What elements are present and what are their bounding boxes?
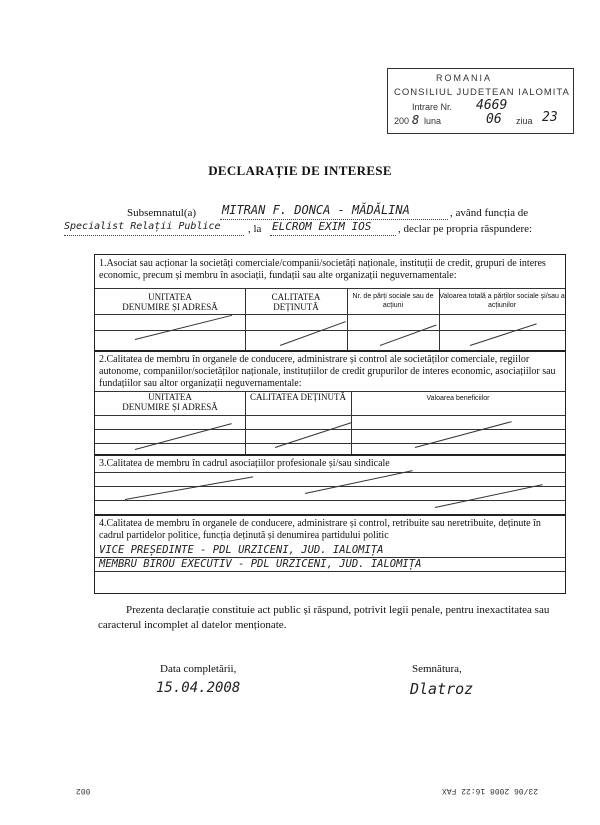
s1-col-value: Valoarea totală a părților sociale și/sau a acțiunilor bbox=[439, 293, 565, 309]
stamp-year-label: 200 bbox=[394, 116, 410, 126]
fax-footer-right: 002 bbox=[76, 786, 91, 795]
avand-functia-label: , având funcția de bbox=[450, 207, 529, 219]
section-1 bbox=[94, 254, 566, 352]
stamp-country: ROMANIA bbox=[436, 73, 493, 83]
fax-footer-left: 23/06 2008 16:22 FAX bbox=[442, 786, 539, 795]
s1-col-quality: CALITATEA DEȚINUTĂ bbox=[271, 292, 321, 312]
s2-col-unit: UNITATEA DENUMIRE ȘI ADRESĂ bbox=[122, 392, 218, 412]
signature-value: Dlatroz bbox=[410, 680, 474, 698]
declar-label: , declar pe propria răspundere: bbox=[398, 223, 533, 235]
date-label: Data completării, bbox=[160, 663, 237, 675]
section-4 bbox=[94, 514, 566, 594]
section-4-heading: 4.Calitatea de membru în organele de conducere, administrare și control, retribuite sau neretribuite, deținute în cadrul partidelor politice, funcția deținută și denumirea partidului politic bbox=[99, 518, 541, 541]
stamp-entry-label: Intrare Nr. bbox=[412, 102, 453, 112]
page-title: DECLARAȚIE DE INTERESE bbox=[208, 163, 392, 178]
s2-col-benefits: Valoarea beneficiilor bbox=[426, 395, 490, 402]
date-value: 15.04.2008 bbox=[156, 680, 241, 696]
political-entry-2: MEMBRU BIROU EXECUTIV - PDL URZICENI, JUD. IALOMIȚA bbox=[99, 558, 422, 570]
registration-stamp bbox=[387, 68, 574, 134]
la-label: , la bbox=[248, 223, 262, 235]
s2-col-quality: CALITATEA DEȚINUTĂ bbox=[249, 392, 346, 402]
section-2 bbox=[94, 350, 566, 456]
stamp-day: 23 bbox=[542, 110, 558, 125]
s1-col-shares: Nr. de părți sociale sau de acțiuni bbox=[352, 293, 434, 309]
institution-value: ELCROM EXIM IOS bbox=[272, 220, 372, 233]
political-entry-1: VICE PREȘEDINTE - PDL URZICENI, JUD. IALOMIȚA bbox=[99, 544, 384, 556]
stamp-entry-number: 4669 bbox=[476, 98, 508, 113]
stamp-month: 06 bbox=[486, 112, 502, 127]
closing-statement: Prezenta declarație constituie act public și răspund, potrivit legii penale, pentru inexactitatea sau caracterul incomplet al datelor menționate. bbox=[98, 604, 550, 631]
section-1-heading: 1.Asociat sau acționar la societăți comerciale/companii/societăți naționale, instituții de credit, grupuri de interes economic, precum și membru în asociații, fundații sau alte organizații neguvernamentale: bbox=[99, 258, 546, 281]
function-value: Specialist Relații Publice bbox=[64, 221, 221, 232]
stamp-month-label: luna bbox=[424, 116, 442, 126]
signature-label: Semnătura, bbox=[412, 663, 462, 675]
section-3 bbox=[94, 454, 566, 516]
stamp-day-label: ziua bbox=[516, 116, 533, 126]
section-2-heading: 2.Calitatea de membru în organele de conducere, administrare și control ale societăților comerciale, regiilor autonome, companiilor/societăților naționale, instituțiilor de credit grupurilor de interes economic, asociațiilor sau fundațiilor sau altor organizații neguvernamentale: bbox=[99, 354, 556, 389]
s1-col-unit: UNITATEA DENUMIRE ȘI ADRESĂ bbox=[122, 292, 218, 312]
subsemnatul-label: Subsemnatul(a) bbox=[127, 207, 197, 219]
section-3-heading: 3.Calitatea de membru în cadrul asociațiilor profesionale și/sau sindicale bbox=[99, 458, 390, 469]
stamp-institution: CONSILIUL JUDETEAN IALOMITA bbox=[394, 87, 570, 98]
stamp-year-digit: 8 bbox=[412, 113, 420, 127]
declarant-name: MITRAN F. DONCA - MĂDĂLINA bbox=[222, 203, 410, 217]
